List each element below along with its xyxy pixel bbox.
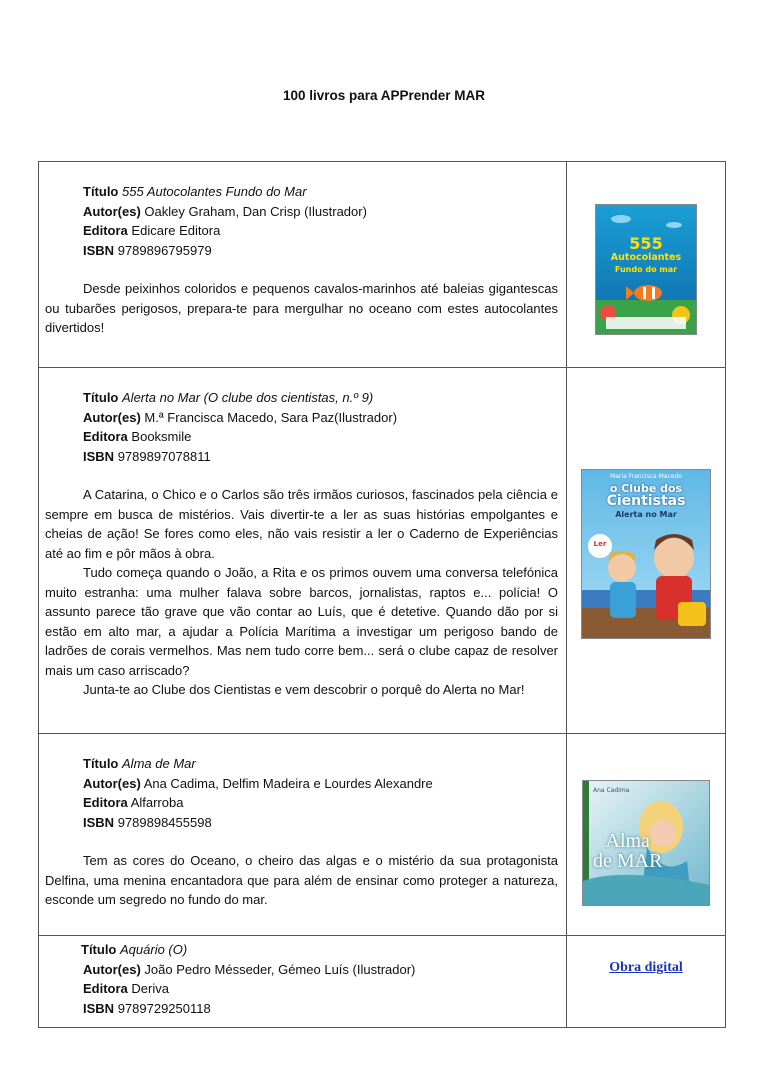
cover-series-top: o Clube dos bbox=[609, 482, 683, 495]
author-label: Autor(es) bbox=[83, 961, 141, 977]
book-publisher: Deriva bbox=[131, 981, 169, 996]
book-row bbox=[39, 162, 726, 368]
cover-author: Ana Cadima bbox=[593, 787, 630, 794]
author-label: Autor(es) bbox=[83, 409, 141, 425]
book-publisher: Alfarroba bbox=[130, 795, 184, 810]
book-description: Junta-te ao Clube dos Cientistas e vem descobrir o porquê do Alerta no Mar! bbox=[83, 682, 525, 697]
book-cover-cell bbox=[567, 368, 726, 734]
cover-title-line1: Alma bbox=[605, 830, 650, 852]
book-title: Aquário (O) bbox=[120, 942, 188, 957]
book-publisher: Edicare Editora bbox=[131, 223, 221, 238]
book-authors: Oakley Graham, Dan Crisp (Ilustrador) bbox=[144, 203, 367, 219]
book-link-cell bbox=[567, 936, 726, 1028]
books-table bbox=[38, 161, 726, 1028]
book-isbn: 9789729250118 bbox=[117, 1000, 211, 1016]
book-isbn: 9789897078811 bbox=[117, 448, 211, 464]
cover-title-line2: de MAR bbox=[593, 850, 663, 872]
book-description: Tem as cores do Oceano, o cheiro das algas e o mistério da sua protagonista Delfina, uma menina encantadora que para além de ensinar como proteger a natureza, esconde um segredo no fundo do mar. bbox=[45, 853, 558, 907]
cover-number: 555 bbox=[629, 233, 663, 253]
book-text-cell bbox=[39, 162, 567, 368]
book-row bbox=[39, 936, 726, 1028]
book-description: Tudo começa quando o João, a Rita e os primos ouvem uma conversa telefónica muito estranha: uma mulher falava sobre barcos, jornalistas, raptos e... polícia! O assunto parece tão grave que vão contar ao Luís, que é detetive. Quando dão por si estão em alto mar, a ajudar a Polícia Marítima a investigar um perigoso bando de ladrões de corais vermelhos. Mas nem tudo corre bem... será o clube capaz de resolver mais um caso arriscado? bbox=[45, 565, 558, 678]
isbn-label: ISBN bbox=[83, 814, 115, 830]
publisher-label: Editora bbox=[83, 223, 128, 238]
title-label: Título bbox=[83, 756, 119, 771]
book-text-cell bbox=[39, 936, 567, 1028]
book-row bbox=[39, 368, 726, 734]
book-cover-image bbox=[596, 205, 696, 334]
title-label: Título bbox=[83, 390, 119, 405]
cover-badge: Ler bbox=[590, 534, 610, 554]
book-authors: Ana Cadima, Delfim Madeira e Lourdes Alexandre bbox=[143, 775, 433, 791]
book-title: 555 Autocolantes Fundo do Mar bbox=[122, 184, 307, 199]
book-title: Alma de Mar bbox=[122, 756, 196, 771]
book-isbn: 9789896795979 bbox=[117, 242, 212, 258]
isbn-label: ISBN bbox=[83, 242, 115, 258]
publisher-label: Editora bbox=[83, 795, 128, 810]
book-cover-image bbox=[583, 781, 709, 905]
book-text-cell bbox=[39, 734, 567, 936]
book-text-cell bbox=[39, 368, 567, 734]
book-cover-cell bbox=[567, 734, 726, 936]
cover-series-name: Cientistas bbox=[606, 493, 686, 509]
title-label: Título bbox=[81, 942, 117, 957]
document-title: 100 livros para APPrender MAR bbox=[282, 88, 486, 103]
cover-author: Maria Francisca Macedo bbox=[610, 473, 682, 480]
book-authors: M.ª Francisca Macedo, Sara Paz(Ilustrador) bbox=[144, 409, 398, 425]
book-description: Desde peixinhos coloridos e pequenos cavalos-marinhos até baleias gigantescas ou tubarões perigosos, prepara-te para mergulhar no oceano com estes autocolantes divertidos! bbox=[45, 281, 558, 335]
cover-title: Alerta no Mar bbox=[615, 510, 677, 519]
author-label: Autor(es) bbox=[83, 775, 141, 791]
publisher-label: Editora bbox=[83, 981, 128, 996]
book-publisher: Booksmile bbox=[131, 429, 192, 444]
cover-subtitle: Fundo do mar bbox=[614, 264, 678, 274]
book-description: A Catarina, o Chico e o Carlos são três irmãos curiosos, fascinados pela ciência e sempre em busca de mistérios. Vais divertir-te a ler as suas histórias empolgantes e cheias de ação! Se fores como eles, não vais resistir a ler o Caderno de Experiências até ao fim e pôr mãos à obra. bbox=[45, 487, 558, 561]
cover-title: Autocolantes bbox=[610, 251, 682, 263]
digital-work-link[interactable]: Obra digital bbox=[609, 960, 683, 975]
book-isbn: 9789898455598 bbox=[117, 814, 212, 830]
book-row bbox=[39, 734, 726, 936]
author-label: Autor(es) bbox=[83, 203, 141, 219]
book-authors: João Pedro Mésseder, Gémeo Luís (Ilustrador) bbox=[144, 961, 416, 977]
isbn-label: ISBN bbox=[83, 1000, 115, 1016]
publisher-label: Editora bbox=[83, 429, 128, 444]
title-label: Título bbox=[83, 184, 119, 199]
isbn-label: ISBN bbox=[83, 448, 115, 464]
book-cover-image bbox=[582, 470, 710, 638]
book-cover-cell bbox=[567, 162, 726, 368]
book-title: Alerta no Mar (O clube dos cientistas, n.º 9) bbox=[122, 390, 374, 405]
